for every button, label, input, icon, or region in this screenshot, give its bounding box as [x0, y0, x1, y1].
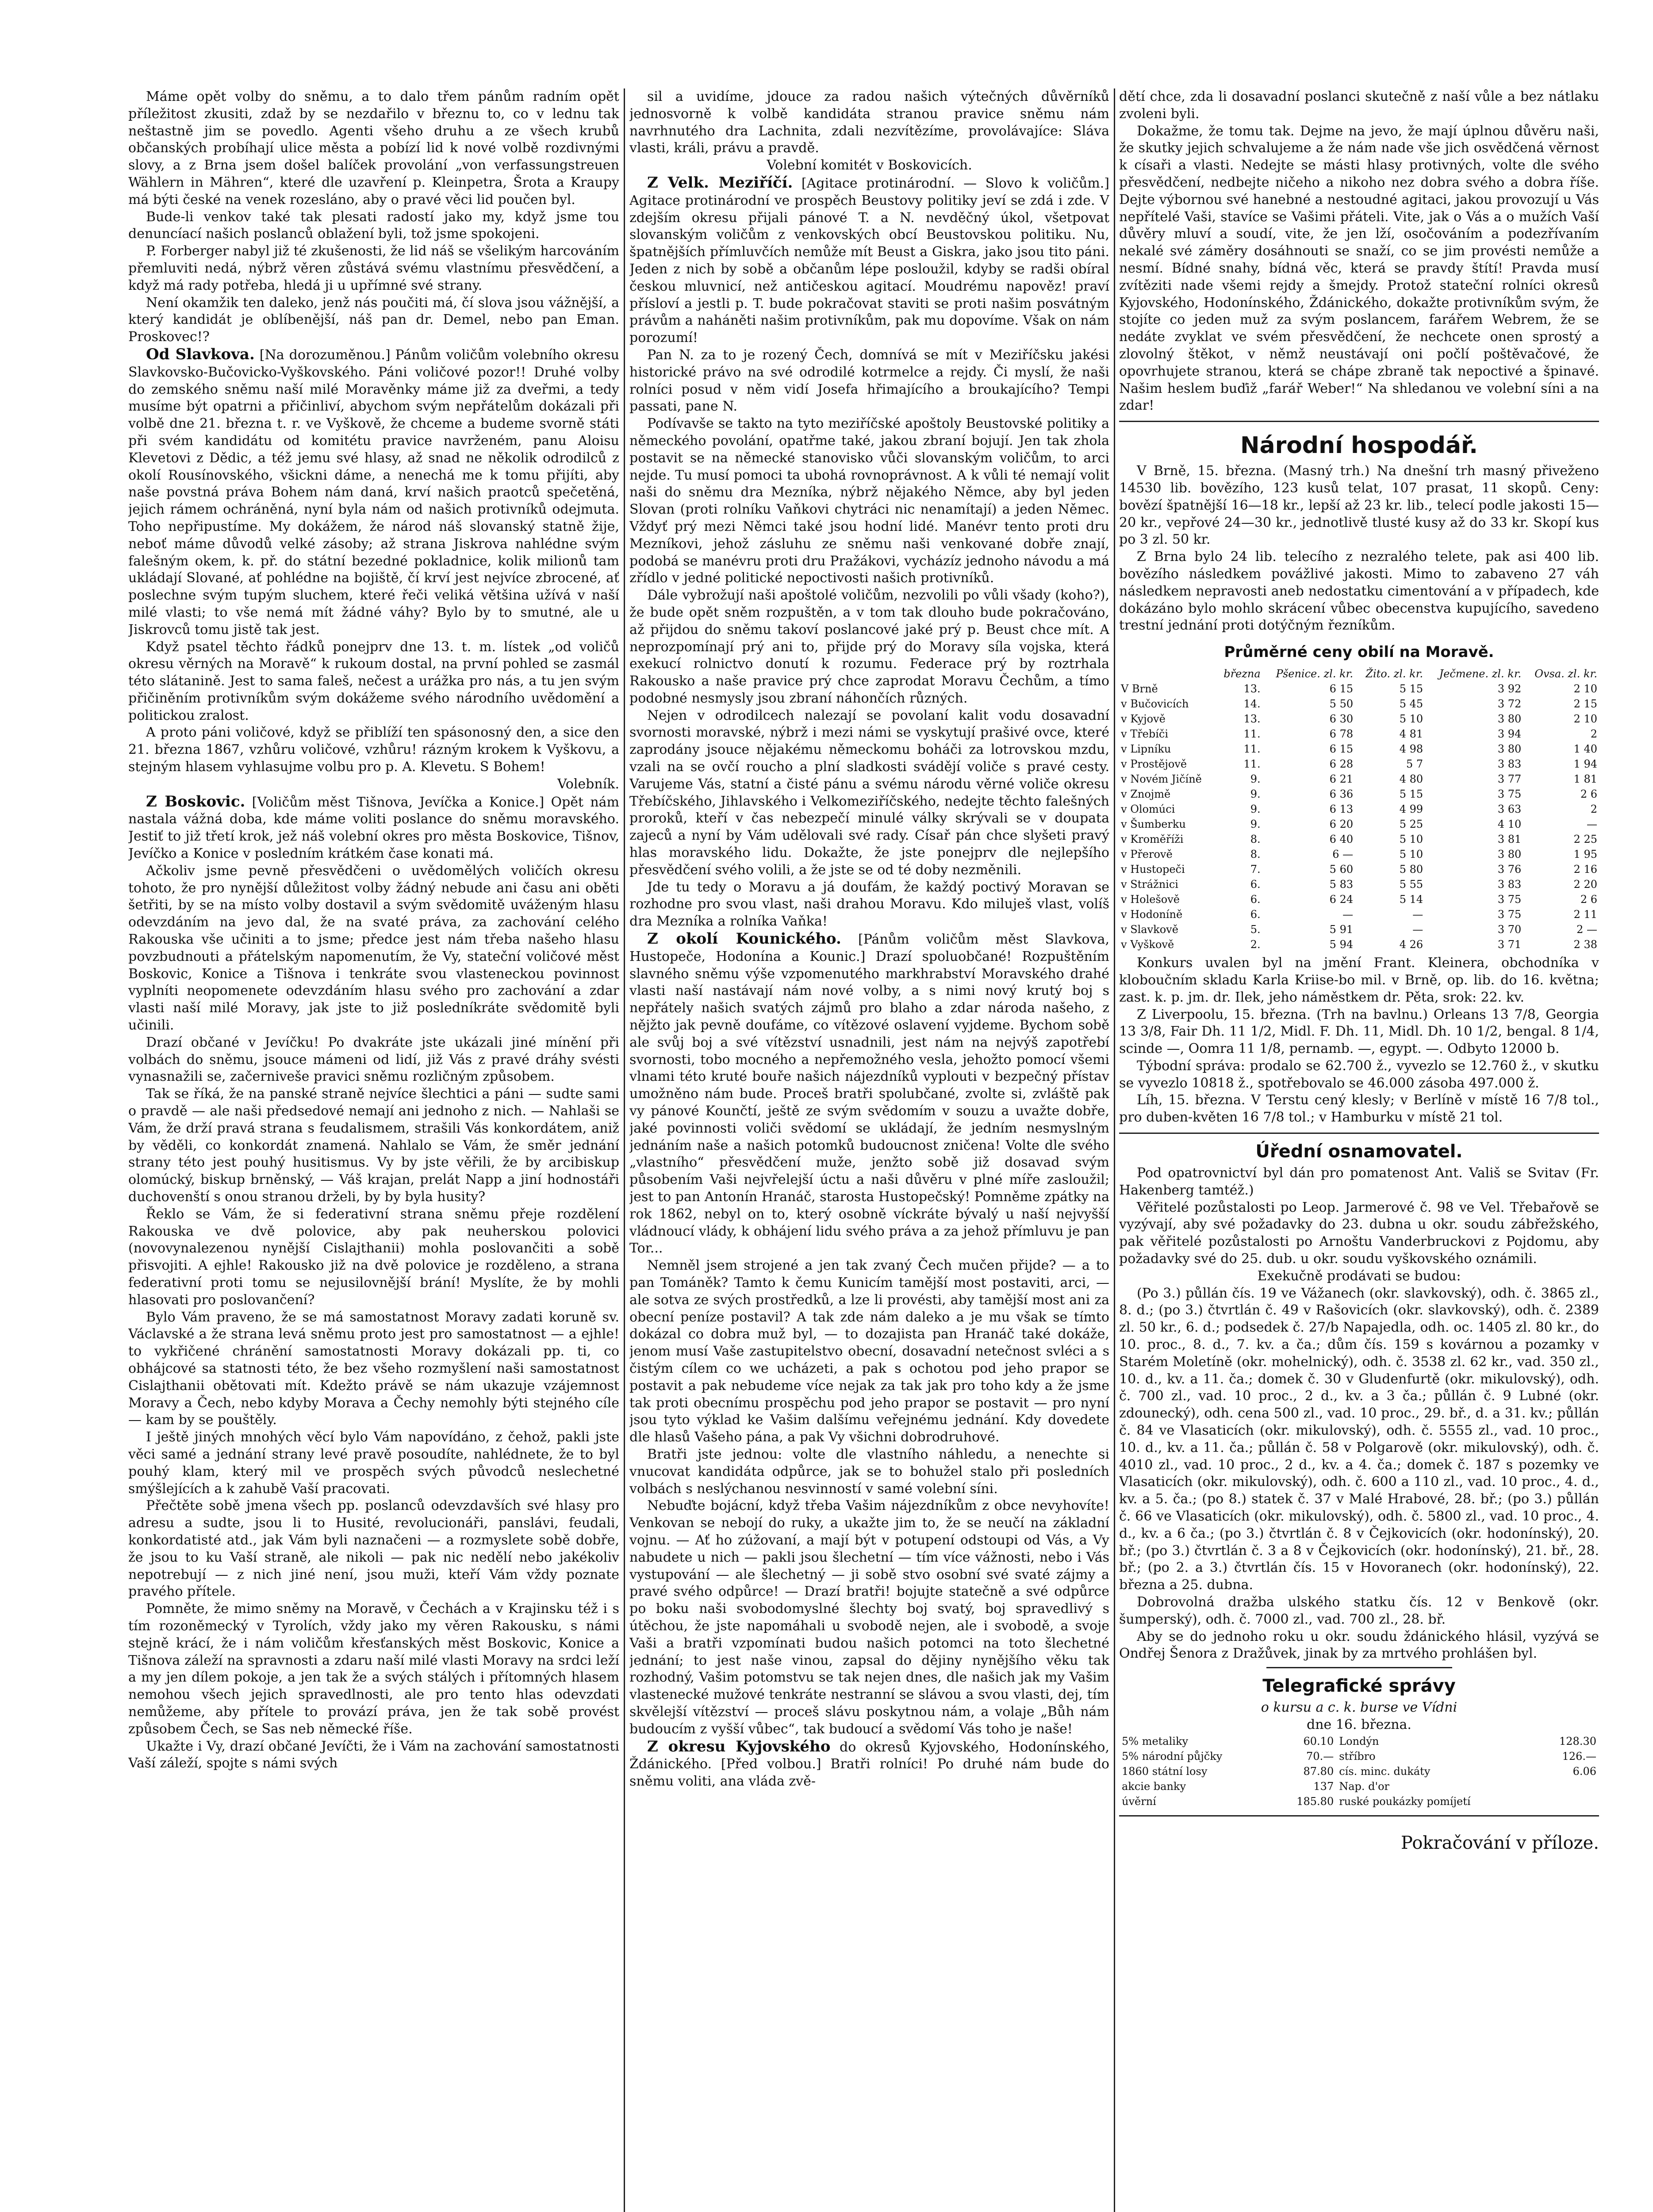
table-cell: 4 10 — [1497, 818, 1522, 831]
grain-price-table — [1119, 666, 1599, 952]
paragraph: Přečtěte sobě jmena všech pp. poslanců odevzdavších své hlasy pro adresu a sudte, jsou li to Husité, revolucionáři, panslávi, feudali, konkordatisté atd., jak Vám byli naznačeni — a rozmyslete sobě dobře, že jsou to ku Vaší straně, ale nikoli — pak nic nedělí nebo jakékoliv nepotrebují — z nich jiné není, jsou muži, kteří Vám vždy poznate pravého přítele. — [128, 1498, 619, 1600]
exchange-rates-table — [1119, 1734, 1599, 1809]
table-cell: 1860 státní losy — [1122, 1765, 1208, 1778]
table-row — [1119, 832, 1599, 847]
table-cell: 4 99 — [1399, 803, 1423, 816]
table-cell: 5 14 — [1399, 893, 1423, 906]
table-cell: 6 36 — [1329, 788, 1354, 801]
divider — [1266, 1667, 1452, 1668]
table-row — [1119, 757, 1599, 772]
table-row — [1119, 937, 1599, 952]
table-cell: 3 75 — [1497, 908, 1522, 921]
table-cell: v Kroměříži — [1121, 833, 1184, 846]
paragraph: Bratři jste jednou: volte dle vlastního náhledu, a nenechte si vnucovat kandidáta odpůrce, jak se to bohužel stalo při posledních volbách s neslýchanou nesvinností v samé volební síni. — [629, 1446, 1109, 1497]
signature: Volebník. — [557, 776, 619, 792]
table-cell: 5 60 — [1329, 863, 1354, 876]
table-cell: 6 24 — [1329, 893, 1354, 906]
paragraph: Ukažte i Vy, drazí občané Jevíčti, že i Vám na zachování samostatnosti Vaší záleží, spojte s námi svých — [128, 1738, 619, 1771]
column-divider — [1114, 88, 1115, 2212]
table-row — [1119, 907, 1599, 922]
paragraph: dětí chce, zda li dosavadní poslanci skutečně z naší vůle a bez nátlaku zvoleni byli. — [1119, 89, 1599, 122]
table-header-cell: Pšenice. zl. kr. — [1276, 668, 1354, 680]
paragraph: I ještě jiných mnohých věcí bylo Vám napovídáno, z čehož, pakli jste věci samé a jednání strany levé pravě posoudíte, nahlédnete, že to byl pouhý klam, který mil ve prospěch svých původců neslechetné smýšlejících a k zahubě Vaší pracovati. — [128, 1429, 619, 1497]
table-cell: v Hustopeči — [1121, 863, 1185, 876]
column-divider — [624, 88, 625, 2212]
table-cell: v Holešově — [1121, 893, 1180, 906]
table-row — [1119, 802, 1599, 817]
table-row — [1119, 696, 1599, 711]
article-text: [Na dorozuměnou.] Pánům voličům volebního okresu Slavkovsko-Bučovicko-Vyškovského. Páni voličové pozor!! Druhé volby do zemského sněmu naší milé Moravěnky máme již za dveřmi, a tedy musíme být opatrni a přičinliví, abychom svým nepřátelům dokázali při volbě dne 21. března t. r. ve Vyškově, že chceme a budeme svorně státi při svém kandidátu od komitétu pravice navrženém, panu Aloisu Klevetovi z Dědic, a též jemu své hlasy, až snad ne několik odrodilců z okolí Rousínovského, všickni dáme, a nenechá me k tomu přijíti, aby naše povstná práva Bohem nám daná, krví našich praotců spečetěná, jejich rámem ochráněná, nyní byla nám od našich protivníků odejmuta. Toho nepřipustíme. My dokážem, že národ náš slovanský statně žije, neboť máme důvodů velké zásoby; až strana Jiskrova nahlédne svým falešným okem, k. př. do státní bezedné pokladnice, kolik milionů tam ukládají Slované, ať pohlédne na bojiště, čí krví jest nejvíce zbrocené, ať poslechne svým tupým sluchem, které řeči veliká většina užívá v naší milé vlasti; to vše nemá mít žádné váhy? Bylo by to smutné, ale u Jiskrovců tomu jistě tak jest. — [128, 347, 619, 637]
article-tag: [Pánům voličům měst Slavkova, Hustopeče, Hodonína a Kounic.] — [629, 932, 1109, 964]
table-cell: 3 72 — [1497, 698, 1522, 710]
table-cell: 5% národní půjčky — [1122, 1750, 1223, 1763]
table-cell: 2 — [1590, 803, 1597, 816]
table-cell: v Prostějově — [1121, 758, 1187, 771]
article-mezirici — [629, 174, 1109, 347]
table-cell: v Slavkově — [1121, 923, 1178, 936]
table-cell: 185.80 — [1296, 1795, 1334, 1808]
table-cell: v Bučovicích — [1121, 698, 1189, 710]
table-row — [1119, 741, 1599, 757]
article-text: Agitace protinárodní ve prospěch Beustovy politiky jeví se zdá i zde. V zdejším okresu přijali pánové T. a N. nevděčný úkol, všetpovat slovanským voličům z venkovských obcí Beustovskou politiku. Nu, špatnějších přímluvčích nemůže mít Beust a Giskra, jako jsou tito páni. Jeden z nich by sobě a občanům lépe posloužil, kdyby se radši obíral českou mluvnicí, než antičeskou agitací. Moudrému napověz! praví přísloví a jestli p. T. bude pokračovat staviti se proti našim posvátným právům a naháněti našim protivníkům, pak mu dopovíme. Však on nám porozumí! — [629, 192, 1109, 346]
table-cell: 3 77 — [1497, 773, 1522, 786]
paragraph: Líh, 15. března. V Terstu cený klesly; v Berlíně v místě 16 7/8 tol., pro duben-květen 16 7/8 tol.; v Hamburku v místě 21 tol. — [1119, 1092, 1599, 1125]
table-cell: 2 10 — [1573, 713, 1597, 726]
table-cell: 70.— — [1306, 1750, 1334, 1763]
paragraph: Když psatel těchto řádků ponejprv dne 13. t. m. lístek „od voličů okresu věrných na Moravě“ k rukoum dostal, na první pohled se zasmál této slátanině. Jest to sama faleš, nečest a urážka pro nás, a tu jen svým přičiněním protivníkům svým dokážeme svého národního uvědomění a politickou zralost. — [128, 639, 619, 723]
table-row — [1119, 922, 1599, 937]
table-cell: — — [1412, 923, 1423, 936]
table-cell: 3 71 — [1497, 938, 1522, 951]
table-cell: 5 45 — [1399, 698, 1423, 710]
article-heading: Z Velk. Meziříčí. — [647, 173, 793, 192]
paragraph: Dobrovolná dražba ulského statku čís. 12 v Benkově (okr. šumperský), odh. č. 7000 zl., vad. 700 zl., 28. bř. — [1119, 1594, 1599, 1627]
table-cell: 2 6 — [1580, 788, 1597, 801]
table-cell: 5 94 — [1329, 938, 1354, 951]
paragraph: Z Liverpoolu, 15. března. (Trh na bavlnu.) Orleans 13 7/8, Georgia 13 3/8, Fair Dh. 11 1/2, Midl. F. Dh. 11, Midl. Dh. 10 1/2, bengal. 8 1/4, scinde —, Oomra 11 1/8, pernamb. —, egypt. —. Odbyto 12000 b. — [1119, 1006, 1599, 1057]
paragraph: Konkurs uvalen byl na jmění Frant. Kleinera, obchodníka v kloboučním skladu Karla Kriise-bo mil. v Brně, op. lib. do 16. května; zast. k. p. jm. dr. Ilek, jeho náměstkem dr. Pěta, srok: 22. kv. — [1119, 955, 1599, 1005]
table-cell: 4 80 — [1399, 773, 1423, 786]
table-cell: 3 81 — [1497, 833, 1522, 846]
table-cell: 6. — [1250, 878, 1261, 891]
table-row — [1119, 817, 1599, 832]
article-boskovice — [128, 793, 619, 863]
table-cell: 6 13 — [1329, 803, 1354, 816]
table-cell: 9. — [1250, 788, 1261, 801]
paragraph: sil a uvidíme, jdouce za radou našich výtečných důvěrníků jednosvorně k volbě kandidáta stranou pravice sněmu nám navrhnutého dra Lachnita, zdali nezvítězíme, provolávajíce: Sláva vlasti, králi, právu a pravdě. — [629, 89, 1109, 156]
paragraph: A proto páni voličové, když se přiblíží ten spásonosný den, a sice den 21. března 1867, vzhůru voličové, vzhůru! rázným krokem k Vyškovu, a stejným hlasem vyhlasujme volbu pro p. A. Klevetu. S Bohem! — [128, 725, 619, 775]
paragraph: Aby se do jednoho roku u okr. soudu ždánického hlásil, vyzývá se Ondřej Šenora z Dražůvek, jinak by za mrtvého prohlášen byl. — [1119, 1628, 1599, 1662]
table-cell: 4 98 — [1399, 743, 1423, 756]
table-cell: 3 76 — [1497, 863, 1522, 876]
table-cell: v Přerově — [1121, 848, 1173, 861]
table-cell: stříbro — [1339, 1750, 1376, 1763]
table-cell: 5 91 — [1329, 923, 1354, 936]
table-body — [1119, 681, 1599, 952]
column-3 — [1119, 88, 1599, 2212]
paragraph: Tak se říká, že na panské straně nejvíce šlechtici a páni — sudte sami o pravdě — ale naši předsedové nemají ani jednoho z nich. — Nahlaši se Vám, že drží pravá strana s feudalismem, strašili Vás konkordátem, aniž by věděli, co konkordát znamená. Nahlalo se Vám, že směr jednání strany této jest pouhý husitismus. Vy by jste věřili, že by arcibiskup olomúcký, biskup brněnský, — Váš krajan, prelát Napp a jiní hodnostáři duchovenští s onou stranou drželi, by by byla husity? — [128, 1086, 619, 1205]
table-cell: akcie banky — [1122, 1780, 1186, 1793]
paragraph: Jde tu tedy o Moravu a já doufám, že každý poctivý Moravan se rozhodne pro svou vlast, naši drahou Moravu. Kdo miluješ vlast, volíš dra Mezníka a rolníka Vaňka! — [629, 879, 1109, 929]
table-cell: 2 6 — [1580, 893, 1597, 906]
table-cell: 3 83 — [1497, 758, 1522, 771]
divider — [1119, 421, 1599, 422]
table-row — [1119, 892, 1599, 907]
table-cell: 13. — [1243, 713, 1261, 726]
table-cell: 5% metaliky — [1122, 1735, 1189, 1747]
article-heading: Z Boskovic. — [146, 792, 245, 810]
column-1 — [128, 88, 619, 2212]
divider — [1119, 1133, 1599, 1134]
table-cell: 3 75 — [1497, 788, 1522, 801]
table-cell: 3 63 — [1497, 803, 1522, 816]
table-cell: — — [1342, 908, 1354, 921]
table-header-row — [1119, 666, 1599, 681]
table-cell: 3 94 — [1497, 728, 1522, 741]
table-cell: cís. minc. dukáty — [1339, 1765, 1431, 1778]
table-cell: 4 26 — [1399, 938, 1423, 951]
table-cell: 5 10 — [1399, 713, 1423, 726]
subtitle: o kursu a c. k. burse ve Vídni — [1261, 1700, 1457, 1716]
table-cell — [1537, 1794, 1599, 1809]
paragraph: Dokažme, že tomu tak. Dejme na jevo, že mají úplnou důvěru naši, že skutky jejich schvalujeme a že nám nade vše jich osvědčená věrnost k císaři a vlasti. Nedejte se másti hlasy protivných, volte dle svého přesvědčení, nedbejte ničeho a nikoho nez dobra svého a dobra říše. Dejte výbornou své hanebné a nestoudné agitaci, jakou provozují u Vás nepřítelé Vaši, stavíce se Vašimi přáteli. Vite, jak o Vás a o mužích Vaší důvěry mluví a soudí, vite, že jen lží, osočováním a podezřívaním nekalé své záměry dosáhnouti se snaží, co se jim provésti nemůže a nesmí. Bídné snahy, bídná věc, která se pravdy štítí! Pravda musí zvítěziti nade všemi rejdy a šmejdy. Protož stateční rolníci okresů Kyjovského, Hodonínského, Ždánického, dokažte protivníkům svým, že stojíte co jeden muž za svým poslancem, farářem Webrem, že se nedáte zvyklat ve svém přesvědčení, že nechcete onen sprostý a zlovolný štěkot, v němž neustávají oni počlí poštěvačové, že opovrhujete stranou, která se chápe zbraně tak nepoctivé a špinavé. Našim heslem buďiž „farář Weber!“ Na shledanou ve volební síni a na zdar! — [1119, 123, 1599, 414]
table-cell: V Brně — [1121, 683, 1158, 695]
paragraph: Máme opět volby do sněmu, a to dalo třem pánům radním opět příležitost zkusiti, zdaž by se nezdařilo v březnu to, co v lednu tak neštastně jim se povedlo. Agenti všeho druhu a ze všech krubů občanských probíhají ulice města a pobízí lid k nové volbě rozdivnými slovy, a z Brna jsem došel balíček provolání „von verfassungstreuen Wählern in Mähren“, které dle uzavření p. Kleinpetra, Šrota a Kraupy má býti české na venek rozesláno, aby o pravé věci lid poučen byl. — [128, 89, 619, 207]
table-row — [1119, 877, 1599, 892]
table-cell: 1 81 — [1573, 773, 1597, 786]
table-cell: 11. — [1243, 758, 1261, 771]
table-cell: 1 95 — [1573, 848, 1597, 861]
table-cell: 3 80 — [1497, 713, 1522, 726]
table-cell: 6 15 — [1329, 743, 1354, 756]
table-row — [1119, 1779, 1599, 1794]
table-cell: 5 10 — [1399, 848, 1423, 861]
paragraph: P. Forberger nabyl již té zkušenosti, že lid náš se všelikým harcováním přemluviti nedá, nýbrž věren zůstává svému vlastnímu přesvědčení, a když má rady potřeba, hledá ji u upřímné své strany. — [128, 243, 619, 293]
table-cell: 4 81 — [1399, 728, 1423, 741]
table-header-cell: března — [1223, 668, 1261, 680]
table-cell: 6.06 — [1572, 1765, 1596, 1778]
table-cell: 2 10 — [1573, 683, 1597, 695]
paragraph: Bude-li venkov také tak plesati radostí jako my, když jsme tou denuncíací našich poslanců oblažení byli, tož jsme spokojeni. — [128, 209, 619, 242]
article-heading: Z okolí Kounického. — [647, 930, 841, 948]
column-2 — [629, 88, 1109, 2212]
paragraph: Bylo Vám praveno, že se má samostatnost Moravy zadati koruně sv. Václavské a že strana levá sněmu proto jest pro samostatnost — a ejhle! to vykřičené chránění samostatnosti Moravy dokázali pp. ti, co obhájcové sa statnosti této, že bez všeho rozmyšlení naši samostatnost Cislajthanii obětovati mít. Kdežto právě se nám ukazuje vzájemnost Moravy a Čech, nebo kdyby Morava a Čechy nemohly býti stejného cíle — kam by se pouštěly. — [128, 1309, 619, 1428]
article-heading: Z okresu Kyjovského — [647, 1737, 831, 1755]
table-row — [1119, 726, 1599, 741]
table-cell: 126.— — [1562, 1750, 1596, 1763]
divider — [1119, 1815, 1599, 1816]
table-cell: úvěrní — [1122, 1795, 1156, 1808]
table-row — [1119, 862, 1599, 877]
table-cell: Nap. d'or — [1339, 1780, 1390, 1793]
table-row — [1119, 772, 1599, 787]
table-cell: 6 15 — [1329, 683, 1354, 695]
section-title: Telegrafické správy — [1262, 1676, 1456, 1697]
article-slavkov — [128, 346, 619, 639]
paragraph: Není okamžik ten daleko, jenž nás poučiti má, čí slova jsou vážnější, a který kandidát je oblíbenější, náš pan dr. Demel, nebo pan Eman. Proskovec!? — [128, 295, 619, 345]
article-kyjov — [629, 1738, 1109, 1790]
paragraph: (Po 3.) půllán čís. 19 ve Vážanech (okr. slavkovský), odh. č. 3865 zl., 8. d.; (po 3.) čtvrtlán č. 49 v Rašovicích (okr. slavkovský), odh. č. 2389 zl. 50 kr., 6. d.; podsedek č. 27/b Napajedla, odh. oc. 1405 zl. 80 kr., do 10. proc., 8. d., 7. kv. a ča.; dům čís. 159 s kovárnou a pozamky v Starém Moletíně (okr. mohelnický), odh. č. 3538 zl. 62 kr., vad. 350 zl., 10. d., kv. a 11. ča.; domek č. 30 v Gludenfurtě (okr. mikulovský), odh. č. 700 zl., vad. 10 proc., 2 d., kv. a 3 ča.; půllán č. 9 Lubné (okr. zdounecký), odh. cena 500 zl., vad. 10 proc., 29. bř., d. a 31. kv.; půllán č. 84 ve Vlasaticích (okr. mikulovský), odh. č. 5555 zl., vad. 10 proc., 10. d., kv. a 11. ča.; půllán č. 58 v Polgarově (okr. mikulovský), odh. č. 4010 zl., vad. 10 proc., 2 d., kv. a 4. ča.; domek č. 187 s pozemky ve Vlasaticích (okr. mikulovský), odh. č. 600 a 110 zl., vad. 10 proc., 4. d., kv. a 5. ča.; (po 8.) statek č. 37 v Malé Hrabové, 28. bř.; (po 3.) půllán č. 66 ve Vlasaticích (okr. mikulovský), odh. č. 5800 zl., vad. 10 proc., 4. d., kv. a 6 ča.; (po 3.) čtvrtlán č. 8 v Čejkovicích (okr. hodonínský), 20. bř.; (po 3.) čtvrtlán č. 3 a 8 v Čejkovicích (okr. hodonínský), 21. bř., 28. bř.; (po 2. a 3.) čtvrtlán čís. 15 v Hovoranech (okr. hodonínský), 22. března a 25. dubna. — [1119, 1285, 1599, 1593]
article-text: Drazí spoluobčané! Rozpuštěním slavného sněmu výše vzpomenutého markhrabství Moravského drahé vlasti naší nastávají nám nové volby, a s nimi nový krutý boj s nepřátely našich svatých zájmů pro blaho a zdar národa našeho, z nějžto jak pevně doufáme, co vítězové oslavení vyjdeme. Bychom sobě ale svůj boj a své vítězství usnadnili, jest nám na nejvýš zapotřebí svornosti, tobo mocného a nepřemožného vesla, jehožto pomocí všemi vlnami této kruté bouře našich nájezdníků vyplouti v bezpečný přístav umožněno nám bude. Proceš bratři spolubčané, zvolte si, zvláště pak vy pánové Kounčtí, ještě ze svým svědomím v souzu a uvažte dobře, jaké povinnosti voliči svědomí se ukládají, že jedním nesmyslným jednáním naše a našich potomků budoucnost zničena! Volte dle svého „vlastního“ přesvědčení muže, jenžto sobě již dosavad svým působením Vaši nejvřelejší úctu a naši důvěru v plné míře zasloužil; jest to pan Antonín Hranáč, starosta Hustopečský! Pomněme zpátky na rok 1862, nebyl on to, který osobně víckráte bývalý u naší nejvyšší vládnoucí vlády, k obhájení lidu svého práva a za jehož přímluvu je pan Tor... — [629, 949, 1109, 1256]
table-cell: 2 11 — [1573, 908, 1597, 921]
paragraph: Nebuďte bojácní, když třeba Vašim nájezdníkům z obce nevyhovíte! Venkovan se nebojí do ruky, a ukažte jim to, že se neučí na základní vojnu. — Ať ho zúžovaní, a mají být v potupení odstoupi od Vás, a Vy nabudete u nich — pakli jsou šlechetní — tím více vážnosti, nebo i Vás vystupování — ale šlechetný — ji sobě stvo osobní své svaté zájmy a pravé svého odpůrce! — Drazí bratři! bojujte statečně a své odpůrce po boku naši svobodomyslné šlechty boj svatý, boj spravedlivý s útěchou, že jste napomáhali u svobodě nejen, ale i svobodě, a svoje Vaši a bratři vzpomínati budou našich potomci na toto šlechetné jednání; to jest naše vinou, zapsal do dějiny nynějšího věku tak rozhodný, Vašim potomstvu se tak nejen dnes, dle našich jak my Vašim vlastenecké mužové tenkráte nestranní se slávou a svou vlasti, dej, tím skvělejší vítězství — proceš slávu poskytnou nám, a volaje „Bůh nám budoucím z vyšší vůbec“, tak budoucí a svědomí Vás toho je naše! — [629, 1498, 1109, 1737]
paragraph: Nemněl jsem strojené a jen tak zvaný Čech mučen přijde? — a to pan Tománěk? Tamto k čemu Kunicím tamější most postaviti, arci, — ale sotva ze svých prostředků, a lze li provésti, aby tamější most ani za obecní peníze postavil? A tak zde nám daleko a je mu však se tímto dokázal co dobra muž byl, — to dozajista pan Hranáč také dokáže, jenom musí Vaše zastupitelstvo obecní, dosavadní netečnost svléci a s čistým cílem co we ucházeti, a pak s ochotou pod jeho prapor se postavit a pak nebudeme více nejak za tak jak pro toho kdy a že jsme tak proti obecnímu prospěchu pod jeho prapor se postavit — pro nyní jsou tyto výklad ke Vašim dalšímu veřejnému jednání. Kdy dovedete dle hlasů Vašeho pána, a pak Vy všichni dobrodruhové. — [629, 1258, 1109, 1445]
paragraph: Týbodní správa: prodalo se 62.700 ž., vyvezlo se 12.760 ž., v skutku se vyvezlo 10818 ž., spotřebovalo se 46.000 zásoba 497.000 ž. — [1119, 1058, 1599, 1091]
table-cell: v Vyškově — [1121, 938, 1174, 951]
paragraph: Věřitelé pozůstalosti po Leop. Jarmerové č. 98 ve Vel. Třebařově se vyzývají, aby své požadavky do 23. dubna u okr. soudu zábřežského, pak věřitelé pozůstalosti po Arnoštu Vanderbruckovi z Pojdomu, aby požadavky své do 25. dub. u okr. soudu vyškovského oznámili. — [1119, 1199, 1599, 1267]
section-title: Národní hospodář. — [1240, 432, 1478, 459]
table-cell: 6. — [1250, 908, 1261, 921]
article-heading: Od Slavkova. — [146, 345, 255, 363]
table-cell: 13. — [1243, 683, 1261, 695]
table-row — [1119, 711, 1599, 726]
article-text: do okresů Kyjovského, Hodonínského, Ždánického. [Před volbou.] Bratři rolníci! Po druhé nám bude do sněmu voliti, ana vláda zvě- — [629, 1739, 1109, 1790]
table-cell: v Kyjově — [1121, 713, 1166, 726]
table-header-cell: Ječmene. zl. kr. — [1439, 668, 1522, 680]
table-cell: 1 40 — [1573, 743, 1597, 756]
table-cell: 128.30 — [1559, 1735, 1596, 1747]
table-cell: 6. — [1250, 893, 1261, 906]
table-cell: 5 7 — [1406, 758, 1423, 771]
table-header-cell — [1119, 666, 1216, 681]
paragraph: Exekučně prodávati se budou: — [1257, 1268, 1461, 1284]
table-cell: 5 55 — [1399, 878, 1423, 891]
table-cell — [1537, 1779, 1599, 1794]
table-cell: v Novém Jičíně — [1121, 773, 1202, 786]
table-cell: 2 — — [1576, 923, 1597, 936]
table-cell: v Třebíči — [1121, 728, 1169, 741]
table-cell: v Olomúci — [1121, 803, 1175, 816]
table-row — [1119, 847, 1599, 862]
table-cell: 60.10 — [1303, 1735, 1334, 1747]
section-title: Úřední osnamovatel. — [1255, 1141, 1463, 1162]
table-cell: 3 70 — [1497, 923, 1522, 936]
paragraph: Z Brna bylo 24 lib. telecího z nezralého telete, pak asi 400 lib. bovězího následkem povážlivé jakosti. Mimo to zabaveno 27 váh následkem nepravosti aneb nedostatku cimentování a v případech, kde dokázáno bylo mohlo skrácení vůbec obecenstva kupujícího, savedeno trestní jednání proti dotýčným řezníkům. — [1119, 549, 1599, 634]
table-cell: 9. — [1250, 773, 1261, 786]
table-cell: 5 15 — [1399, 788, 1423, 801]
table-cell: 5 10 — [1399, 833, 1423, 846]
table-cell: 5 80 — [1399, 863, 1423, 876]
table-cell: 2. — [1250, 938, 1261, 951]
table-cell: 3 83 — [1497, 878, 1522, 891]
article-kounice — [629, 930, 1109, 1257]
paragraph: V Brně, 15. března. (Masný trh.) Na dnešní trh masný přiveženo 14530 lib. bovězího, 123 kusů telat, 107 prasat, 11 skopů. Ceny: bovězí špatnější 16—18 kr., lepší až 23 kr. lib., telecí podle jakosti 15—20 kr., vepřové 24—30 kr., jednotlivě tlusté kusy až do 33 kr. Skopí kus po 3 zl. 50 kr. — [1119, 463, 1599, 548]
table-cell: 14. — [1243, 698, 1261, 710]
table-cell: 5 83 — [1329, 878, 1354, 891]
table-cell: 6 40 — [1329, 833, 1354, 846]
table-cell: v Lipníku — [1121, 743, 1171, 756]
table-cell: 6 28 — [1329, 758, 1354, 771]
table-cell: 2 25 — [1573, 833, 1597, 846]
table-cell: 11. — [1243, 743, 1261, 756]
table-cell: 5 50 — [1329, 698, 1354, 710]
table-cell: 6 30 — [1329, 713, 1354, 726]
table-cell: v Hodoníně — [1121, 908, 1183, 921]
table-cell: 7. — [1250, 863, 1261, 876]
table-cell: v Šumberku — [1121, 818, 1186, 831]
table-row — [1119, 681, 1599, 696]
table-cell: v Znojmě — [1121, 788, 1171, 801]
paragraph: Podívavše se takto na tyto meziříčské apoštoly Beustovské politiky a německého povolání, opatřme také, jakou zbraní bojují. Jen tak zhola postavit se na německé stanovisko vůči slovanským voličům, to arci nejde. Tu musí pomoci ta ubohá rovnoprávnost. A k vůli té nemají volit naši do sněmu dra Mezníka, nýbrž nějakého Němce, aby byl jeden Slovan (proti rolníku Vaňkovi chytráci nic nenamítají) a jeden Němec. Vždyť prý mezi Němci také jsou hodní lidé. Manévr tento proti dru Mezníkovi, jehož zásluhu ze sněmu naši venkované dobře znají, podobá se manévru proti dru Pražákovi, vycházíz jednoho návodu a má zřídlo v jedné politické nepoctivosti našich protivníků. — [629, 416, 1109, 586]
table-cell: 5 25 — [1399, 818, 1423, 831]
table-cell: 2 38 — [1573, 938, 1597, 951]
table-cell: 2 15 — [1573, 698, 1597, 710]
table-cell: — — [1412, 908, 1423, 921]
table-cell: 9. — [1250, 803, 1261, 816]
table-cell: ruské poukázky pomíjetí — [1339, 1795, 1471, 1808]
table-cell: 9. — [1250, 818, 1261, 831]
table-row — [1119, 1734, 1599, 1749]
table-row — [1119, 1794, 1599, 1809]
table-row — [1119, 787, 1599, 802]
table-cell: 87.80 — [1303, 1765, 1334, 1778]
table-title: Průměrné ceny obilí na Moravě. — [1224, 643, 1494, 661]
table-cell: 1 94 — [1573, 758, 1597, 771]
table-cell: — — [1587, 818, 1597, 831]
table-cell: 6 20 — [1329, 818, 1354, 831]
paragraph: Pan N. za to je rozený Čech, domnívá se mít v Meziříčsku jakési historické právo na své odrodilé kotrmelce a rejdy. Či myslí, že naši rolníci posud v něm vidí Josefa hřimajícího a broukajícího? Tempi passati, pane N. — [629, 347, 1109, 415]
table-cell: 3 92 — [1497, 683, 1522, 695]
table-cell: 6 78 — [1329, 728, 1354, 741]
table-cell: 2 20 — [1573, 878, 1597, 891]
table-cell: 3 75 — [1497, 893, 1522, 906]
signature: Volební komitét v Boskovicích. — [767, 157, 972, 173]
paragraph: Pod opatrovnictví byl dán pro pomatenost Ant. Vališ se Svitav (Fr. Hakenberg tamtéž.) — [1119, 1165, 1599, 1198]
article-text: [Voličům měst Tišnova, Jevíčka a Konice.] Opět nám nastala vážná doba, kde máme voliti poslance do sněmu moravského. Jestiť to již třetí krok, jež náš volební okres pro města Boskovice, Tišnov, Jevíčko a Konice v posledním krátkém čase konati má. — [128, 794, 619, 862]
table-cell: v Strážnici — [1121, 878, 1178, 891]
table-cell: Londýn — [1339, 1735, 1379, 1747]
table-cell: 6 21 — [1329, 773, 1354, 786]
table-cell: 8. — [1250, 833, 1261, 846]
table-header-cell: Ovsa. zl. kr. — [1534, 668, 1597, 680]
table-cell: 137 — [1313, 1780, 1334, 1793]
paragraph: Drazí občané v Jevíčku! Po dvakráte jste ukázali jiné mínění při volbách do sněmu, jsouce mámeni od lidí, již Vás z pravé dráhy svésti vynasnažili se, začerniveše pravici sněmu rozličným způsobem. — [128, 1034, 619, 1085]
table-cell: 6 — — [1332, 848, 1354, 861]
table-cell: 11. — [1243, 728, 1261, 741]
table-cell: 8. — [1250, 848, 1261, 861]
table-cell: 3 80 — [1497, 743, 1522, 756]
table-cell: 2 — [1590, 728, 1597, 741]
table-row — [1119, 1749, 1599, 1764]
paragraph: Ačkoliv jsme pevně přesvědčeni o uvědomělých voličích okresu tohoto, že pro nynější důležitost volby žádný nebude ani času ani oběti šetřiti, by se na místo volby dostavil a svým svědomitě uváženým hlasu odevzdáním na jevo dal, že na svaté práva, za zachování celého Rakouska vše učiniti a to jsme; předce jest nám třeba našeho hlasu povzbudnouti a přátelským napomenutím, že Vy, stateční voličové měst Boskovic, Konice a Tišnova i tenkráte svou vlasteneckou povinnost vyplníti neopomenete odevzdáním hlasu svého pro zachování a zdar vlasti naší milé Moravy, jak jste to již posledníkráte svědomitě byli učinili. — [128, 863, 619, 1033]
table-cell: 2 16 — [1573, 863, 1597, 876]
table-header-cell: Žito. zl. kr. — [1365, 668, 1423, 680]
paragraph: Nejen v odrodilcech nalezají se povolaní kalit vodu dosavadní svornosti moravské, nýbrž i mezi námi se vyskytují prašivé ovce, které zaprodány jsouce nějakému německomu boháči za lotrovskou mzdu, vzali na se ovčí roucho a plní sladkosti svádějí voliče s pravé cesty. Varujeme Vás, statní a čisté pánu a svému národu věrné voliče okresu Třebíčského, Jihlavského i Velkomeziříčského, nedejte těchto falešných proroků, kteří v čas nebezpečí minulé války skrývali se v doupata zajeců a nyní by Vám udělovali své rady. Císař pán chce slyšeti pravý hlas moravského lidu. Dokažte, že jste ponejprv dle nejlepšího přesvědčení svého volili, a že jste se od té doby nezměnili. — [629, 707, 1109, 878]
paragraph: Pomněte, že mimo sněmy na Moravě, v Čechách a v Krajinsku též i s tím rozoněmecký v Tyrolích, vždy jako my věren Rakousku, s námi stejně krácí, že i nám voličům křesťanských měst Boskovic, Konice a Tišnova záleží na spravnosti a zdaru naší milé vlasti Moravy na srdci leží a my jen dílem pokoje, a jen tak že a svých stálých i přítomných hlasem nemohou všech jejich spravedlnosti, ale pro tento hlas odevzdati nemůžeme, aby přítele to provází práva, jen že tak sobě provést způsobem Čech, se Sas neb německé říše. — [128, 1601, 619, 1737]
table-row — [1119, 1764, 1599, 1779]
article-tag: [Agitace protinárodní. — Slovo k voličům.] — [801, 175, 1109, 191]
continuation-note: Pokračování v příloze. — [1401, 1832, 1599, 1853]
table-cell: 5. — [1250, 923, 1261, 936]
paragraph: Dále vybrožují naši apoštolé voličům, nezvolili po vůli všady (koho?), že bude opět sněm rozpuštěn, a v tom tak dlouho bude pokračováno, až přijdou do sněmu takoví poslancové jaké prý p. Beust chce mít. A neprozpomínají prý ani to, přijde prý do Moravy síla vojska, která exekucí rolnictvo donutí k rozumu. Federace prý by roztrhala Rakousko a naše pravice prý chce zaprodat Moravu Čechům, a tímo podobné nesmysly jsou zbraní náhončích různých. — [629, 588, 1109, 706]
paragraph: Řeklo se Vám, že si federativní strana sněmu přeje rozdělení Rakouska ve dvě polovice, aby pak neuherskou polovici (novovynalezenou nynější Cislajthanii) mohla poslovančiti a sobě přisvojiti. A ejhle! Rakousko již na dvě polovice je rozděleno, a strana federativní proti tomu se nejusilovnější brání! Myslíte, že by mohli hlasovati pro poslovančení? — [128, 1206, 619, 1308]
table-cell: 5 15 — [1399, 683, 1423, 695]
table-cell: 3 80 — [1497, 848, 1522, 861]
subtitle-date: dne 16. března. — [1307, 1717, 1411, 1732]
